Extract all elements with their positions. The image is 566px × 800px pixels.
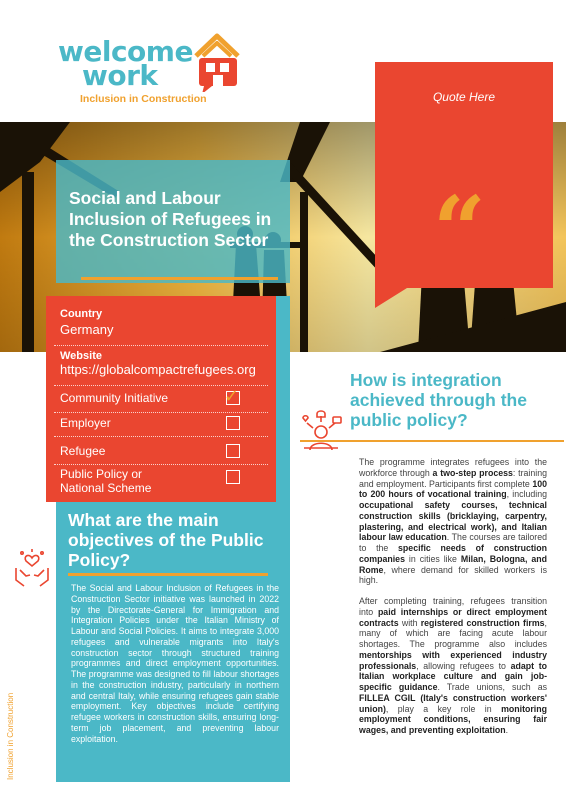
text-run: , including bbox=[506, 489, 547, 500]
bold-text-run: mentorships with experienced industry professionals bbox=[359, 649, 547, 671]
title-underline bbox=[81, 277, 278, 280]
checkbox-refugee[interactable] bbox=[226, 444, 240, 458]
bold-text-run: a two-step process bbox=[432, 467, 513, 478]
integration-underline bbox=[300, 440, 564, 442]
side-label: Inclusion in Construction bbox=[6, 692, 15, 780]
objectives-body: The Social and Labour Inclusion of Refugees in the Construction Sector initiative was launched in 2022 by the Directorate-General for Immigration and Integration Policies under the Italian Ministry of Labour and Social Policies. It aims to integrate 3,000 refugees and vulnerable migrants into Italy's construction sector through structured training programmes and direct employment opportunities. The programme was designed to fill labour shortages in the construction industry, particularly in northern and central Italy, while ensuring refugees gain stable employment. Key objectives include certifying refugee workers in construction skills, ensuring long-term job placement, and preventing labour exploitation. bbox=[71, 583, 279, 744]
divider bbox=[54, 412, 268, 413]
option-label-community-initiative: Community Initiative bbox=[60, 391, 169, 405]
quote-placeholder-text: Quote Here bbox=[432, 90, 496, 104]
text-run: . The courses are tailored to the bbox=[359, 532, 547, 553]
info-box bbox=[46, 296, 276, 502]
divider bbox=[54, 436, 268, 437]
objectives-underline bbox=[68, 573, 268, 576]
logo-word-work: work bbox=[82, 59, 158, 92]
person-ideas-icon bbox=[298, 408, 344, 454]
welcome-work-logo bbox=[58, 32, 243, 110]
text-run: , allowing refugees to bbox=[416, 660, 511, 671]
integration-paragraph-1 bbox=[359, 457, 547, 586]
text-run: , many of which are facing acute labour shortages. The programme also includes bbox=[359, 617, 547, 649]
quote-mark-icon: “ bbox=[433, 176, 486, 284]
option-label-public-policy: Public Policy or National Scheme bbox=[60, 467, 152, 495]
hands-heart-icon bbox=[12, 548, 52, 588]
objectives-heading: What are the main objectives of the Public Policy? bbox=[68, 510, 264, 570]
text-run: : training and employment. Participants first complete bbox=[359, 467, 548, 489]
divider bbox=[54, 464, 268, 465]
integration-body bbox=[359, 457, 547, 746]
text-run: The programme integrates refugees into the workforce through bbox=[359, 457, 547, 478]
bold-text-run: adapt to Italian workplace culture and gain job-specific guidance bbox=[359, 660, 548, 692]
checkmark-icon: ✓ bbox=[224, 386, 240, 406]
integration-heading: How is integration achieved through the public policy? bbox=[350, 370, 527, 430]
text-run: . bbox=[505, 725, 509, 735]
text-run: , play a key role in bbox=[385, 703, 502, 714]
bold-text-run: occupational safety courses, technical construction skills (bricklaying, carpentry, plastering, and electrical work), and Italian labour law education bbox=[359, 500, 547, 543]
country-value: Germany bbox=[60, 322, 114, 337]
bold-text-run: monitoring employment conditions, ensuring fair wages, and preventing exploitation bbox=[359, 703, 547, 735]
country-label: Country bbox=[60, 308, 103, 320]
option-label-employer: Employer bbox=[60, 416, 111, 430]
quote-box-tail bbox=[375, 288, 407, 308]
website-label: Website bbox=[60, 350, 102, 362]
page-title: Social and Labour Inclusion of Refugees in the Construction Sector bbox=[69, 188, 272, 250]
quote-box bbox=[375, 62, 553, 288]
text-run: with bbox=[398, 617, 421, 628]
text-run: , where demand for skilled workers is high. bbox=[359, 564, 547, 586]
bold-text-run: Milan, Bologna, and Rome bbox=[359, 553, 547, 575]
logo-word-welcome: welcome bbox=[58, 35, 193, 68]
checkbox-employer[interactable] bbox=[226, 416, 240, 430]
website-link[interactable]: https://globalcompactrefugees.org bbox=[60, 362, 256, 377]
checkbox-public-policy[interactable] bbox=[226, 470, 240, 484]
text-run: in cities like bbox=[404, 553, 461, 564]
text-run: . Trade unions, such as bbox=[437, 682, 547, 692]
logo-tagline: Inclusion in Construction bbox=[80, 93, 207, 105]
divider bbox=[54, 345, 268, 346]
bold-text-run: specific needs of construction companies bbox=[359, 543, 547, 564]
title-box bbox=[56, 160, 290, 283]
bold-text-run: FILLEA CGIL (Italy's construction workers' union) bbox=[359, 692, 547, 714]
bold-text-run: 100 to 200 hours of vocational training bbox=[359, 478, 547, 500]
integration-paragraph-2 bbox=[359, 596, 547, 736]
bold-text-run: paid internships or direct employment contracts bbox=[359, 606, 547, 628]
house-chat-icon bbox=[192, 32, 242, 92]
text-run: After completing training, refugees transition into bbox=[359, 596, 547, 617]
bold-text-run: registered construction firms bbox=[420, 617, 545, 628]
option-label-refugee: Refugee bbox=[60, 444, 106, 458]
